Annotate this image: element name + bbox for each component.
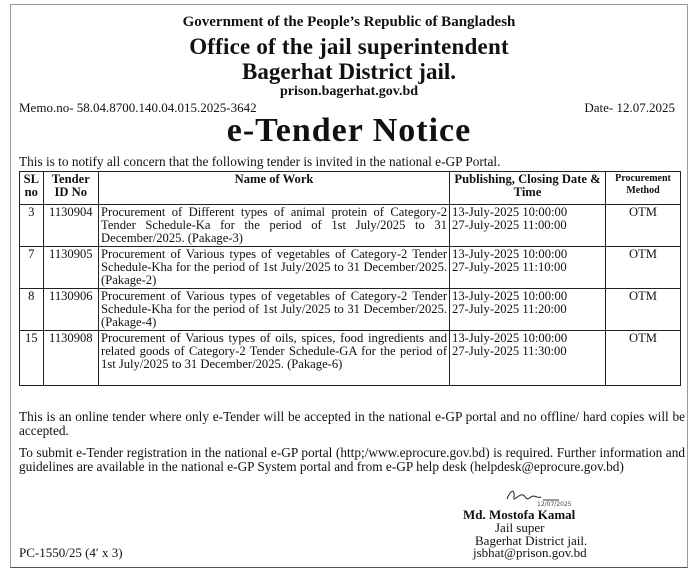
publishing-datetime: 13-July-2025 10:00:00 bbox=[452, 247, 568, 261]
publishing-datetime: 13-July-2025 10:00:00 bbox=[452, 331, 568, 345]
cell-work: Procurement of Various types of vegetables of Category-2 Tender Schedule-Kha for the period of 1st July/2025 to 31 December/2025. (Pakage-2) bbox=[99, 247, 450, 289]
table-header-row bbox=[20, 172, 681, 205]
page-title: e-Tender Notice bbox=[226, 112, 472, 149]
tender-table bbox=[19, 171, 681, 386]
cell-work: Procurement of Various types of oils, spices, food ingredients and related goods of Category-2 Tender Schedule-GA for the period of 1st July/2025 to 31 December/2025. (Pakage-6) bbox=[99, 331, 450, 386]
closing-datetime: 27-July-2025 11:00:00 bbox=[452, 218, 567, 232]
publishing-datetime: 13-July-2025 10:00:00 bbox=[452, 205, 568, 219]
cell-tender-id: 1130904 bbox=[43, 205, 98, 247]
website-text: prison.bagerhat.gov.bd bbox=[279, 84, 419, 99]
column-header-method: Procurement Method bbox=[606, 172, 681, 205]
signatory-organization: Bagerhat District jail. bbox=[475, 533, 588, 548]
cell-dates bbox=[450, 247, 606, 289]
signatory-designation: Jail super bbox=[495, 520, 545, 535]
svg-text:12/07/2025: 12/07/2025 bbox=[537, 501, 572, 508]
table-row bbox=[20, 331, 681, 386]
notice-date: Date- 12.07.2025 bbox=[584, 100, 675, 115]
handwritten-signature bbox=[503, 485, 572, 508]
table-row bbox=[20, 205, 681, 247]
registration-note: To submit e-Tender registration in the national e-GP portal (http;/www.eprocure.gov.bd) is required. Further information and guidelines are available in the national e-GP System portal and from e-GP help desk (helpdesk@eprocure.gov.bd) bbox=[19, 445, 685, 474]
cell-work: Procurement of Different types of animal protein of Category-2 Tender Schedule-Ka for the period of 1st July/2025 to 31 December/2025. (Pakage-3) bbox=[99, 205, 450, 247]
cell-tender-id: 1130905 bbox=[43, 247, 98, 289]
cell-dates bbox=[450, 289, 606, 331]
column-header-dates: Publishing, Closing Date & Time bbox=[450, 172, 606, 205]
signatory-name: Md. Mostofa Kamal bbox=[463, 507, 576, 522]
cell-method: OTM bbox=[606, 289, 681, 331]
cell-method: OTM bbox=[606, 331, 681, 386]
government-heading: Government of the People’s Republic of Bangladesh bbox=[182, 14, 516, 30]
closing-datetime: 27-July-2025 11:10:00 bbox=[452, 260, 567, 274]
cell-sl: 15 bbox=[20, 331, 44, 386]
cell-method: OTM bbox=[606, 247, 681, 289]
publishing-datetime: 13-July-2025 10:00:00 bbox=[452, 289, 568, 303]
memo-number: Memo.no- 58.04.8700.140.04.015.2025-3642 bbox=[19, 100, 257, 115]
cell-tender-id: 1130906 bbox=[43, 289, 98, 331]
cell-sl: 8 bbox=[20, 289, 44, 331]
closing-datetime: 27-July-2025 11:20:00 bbox=[452, 302, 567, 316]
online-tender-note: This is an online tender where only e-Tender will be accepted in the national e-GP portal and no offline/ hard copies will be accepted. bbox=[19, 409, 685, 438]
cell-sl: 7 bbox=[20, 247, 44, 289]
cell-dates bbox=[450, 331, 606, 386]
cell-tender-id: 1130908 bbox=[43, 331, 98, 386]
office-heading: Office of the jail superintendent bbox=[189, 34, 509, 59]
cell-method: OTM bbox=[606, 205, 681, 247]
column-header-sl: SL no bbox=[20, 172, 44, 205]
cell-dates bbox=[450, 205, 606, 247]
intro-text: This is to notify all concern that the following tender is invited in the national e-GP Portal. bbox=[19, 154, 501, 169]
district-heading: Bagerhat District jail. bbox=[242, 59, 456, 84]
column-header-work: Name of Work bbox=[99, 172, 450, 205]
closing-datetime: 27-July-2025 11:30:00 bbox=[452, 344, 567, 358]
cell-work: Procurement of Various types of vegetables of Category-2 Tender Schedule-Kha for the period of 1st July/2025 to 31 December/2025. (Pakage-4) bbox=[99, 289, 450, 331]
column-header-tender-id: Tender ID No bbox=[43, 172, 98, 205]
footer-code: PC-1550/25 (4′ x 3) bbox=[19, 545, 123, 560]
table-row bbox=[20, 289, 681, 331]
cell-sl: 3 bbox=[20, 205, 44, 247]
tender-notice-document bbox=[10, 4, 688, 568]
table-row bbox=[20, 247, 681, 289]
signatory-email: jsbhat@prison.gov.bd bbox=[473, 545, 587, 560]
